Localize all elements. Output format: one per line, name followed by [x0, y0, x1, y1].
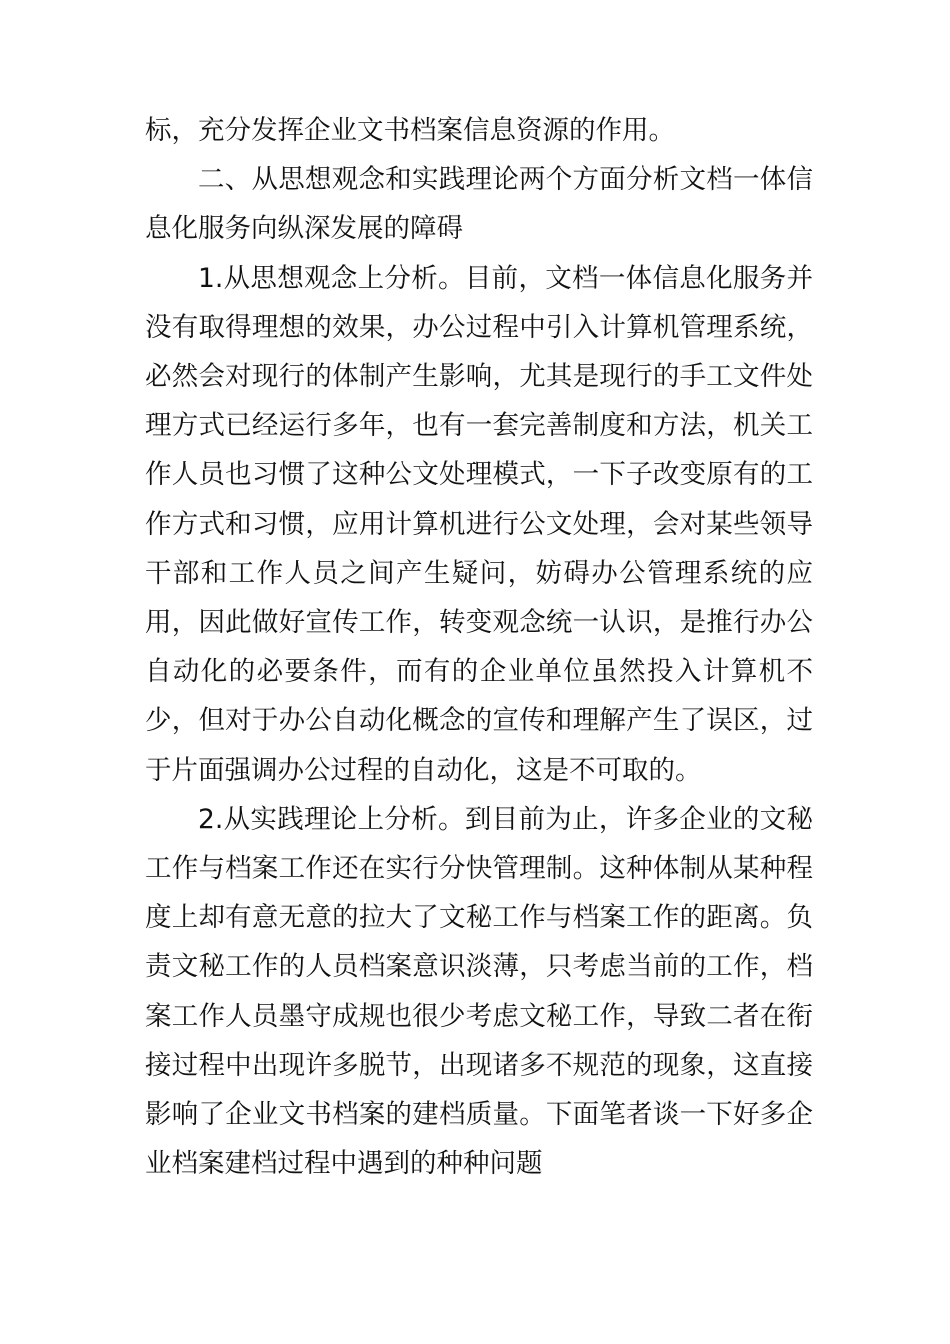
document-body	[145, 106, 813, 1188]
paragraph-ideology-analysis: 1.从思想观念上分析。目前，文档一体信息化服务并没有取得理想的效果，办公过程中引入计算机管理系统，必然会对现行的体制产生影响，尤其是现行的手工文件处理方式已经运行多年，也有一套完善制度和方法，机关工作人员也习惯了这种公文处理模式，一下子改变原有的工作方式和习惯，应用计算机进行公文处理，会对某些领导干部和工作人员之间产生疑问，妨碍办公管理系统的应用，因此做好宣传工作，转变观念统一认识，是推行办公自动化的必要条件，而有的企业单位虽然投入计算机不少，但对于办公自动化概念的宣传和理解产生了误区，过于片面强调办公过程的自动化，这是不可取的。	[145, 262, 813, 786]
paragraph-practice-analysis: 2.从实践理论上分析。到目前为止，许多企业的文秘工作与档案工作还在实行分快管理制。这种体制从某种程度上却有意无意的拉大了文秘工作与档案工作的距离。负责文秘工作的人员档案意识淡薄，只考虑当前的工作，档案工作人员墨守成规也很少考虑文秘工作，导致二者在衔接过程中出现许多脱节，出现诸多不规范的现象，这直接影响了企业文书档案的建档质量。下面笔者谈一下好多企业档案建档过程中遇到的种种问题	[145, 803, 813, 1180]
paragraph-continuation: 标，充分发挥企业文书档案信息资源的作用。	[145, 115, 675, 146]
section-heading: 二、从思想观念和实践理论两个方面分析文档一体信息化服务向纵深发展的障碍	[145, 164, 813, 245]
